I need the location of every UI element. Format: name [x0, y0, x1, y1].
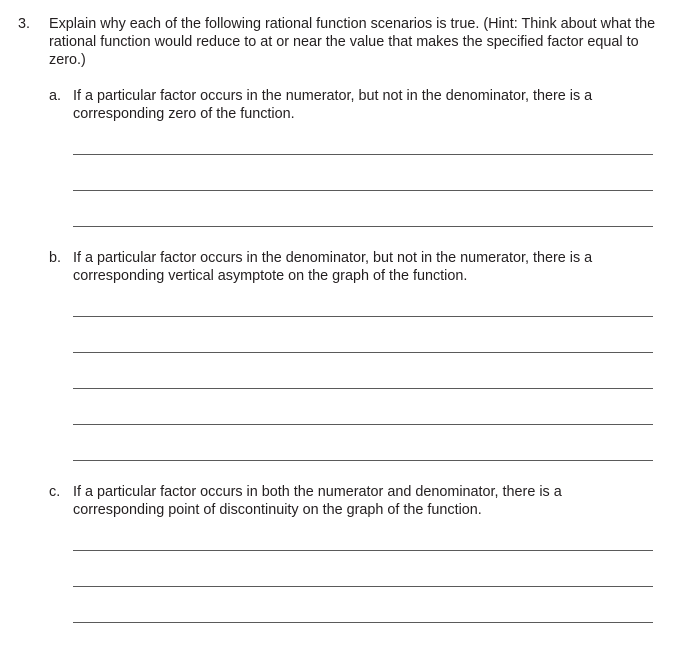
part-b-letter: b.	[49, 250, 62, 266]
part-b-answer-line-1[interactable]	[73, 316, 653, 317]
part-a-answer-line-2[interactable]	[73, 190, 653, 191]
part-c-answer-line-3[interactable]	[73, 622, 653, 623]
part-c-answer-line-1[interactable]	[73, 550, 653, 551]
part-a-answer-line-1[interactable]	[73, 154, 653, 155]
question-number: 3.	[18, 16, 31, 32]
part-c-letter: c.	[49, 484, 61, 500]
part-b-answer-line-5[interactable]	[73, 460, 653, 461]
question-prompt: Explain why each of the following rational function scenarios is true. (Hint: Think about what the rational function would reduce to at or near the value that makes the specified factor equal to zero.)	[49, 16, 656, 68]
part-c-answer-line-2[interactable]	[73, 586, 653, 587]
part-b-answer-line-4[interactable]	[73, 424, 653, 425]
part-b-answer-line-3[interactable]	[73, 388, 653, 389]
part-b-prompt: If a particular factor occurs in the denominator, but not in the numerator, there is a corresponding vertical asymptote on the graph of the function.	[73, 250, 593, 284]
part-c-prompt: If a particular factor occurs in both the numerator and denominator, there is a corresponding point of discontinuity on the graph of the function.	[73, 484, 562, 518]
part-a-prompt: If a particular factor occurs in the numerator, but not in the denominator, there is a corresponding zero of the function.	[73, 88, 593, 122]
part-b-answer-line-2[interactable]	[73, 352, 653, 353]
part-a-letter: a.	[49, 88, 62, 104]
part-a-answer-line-3[interactable]	[73, 226, 653, 227]
